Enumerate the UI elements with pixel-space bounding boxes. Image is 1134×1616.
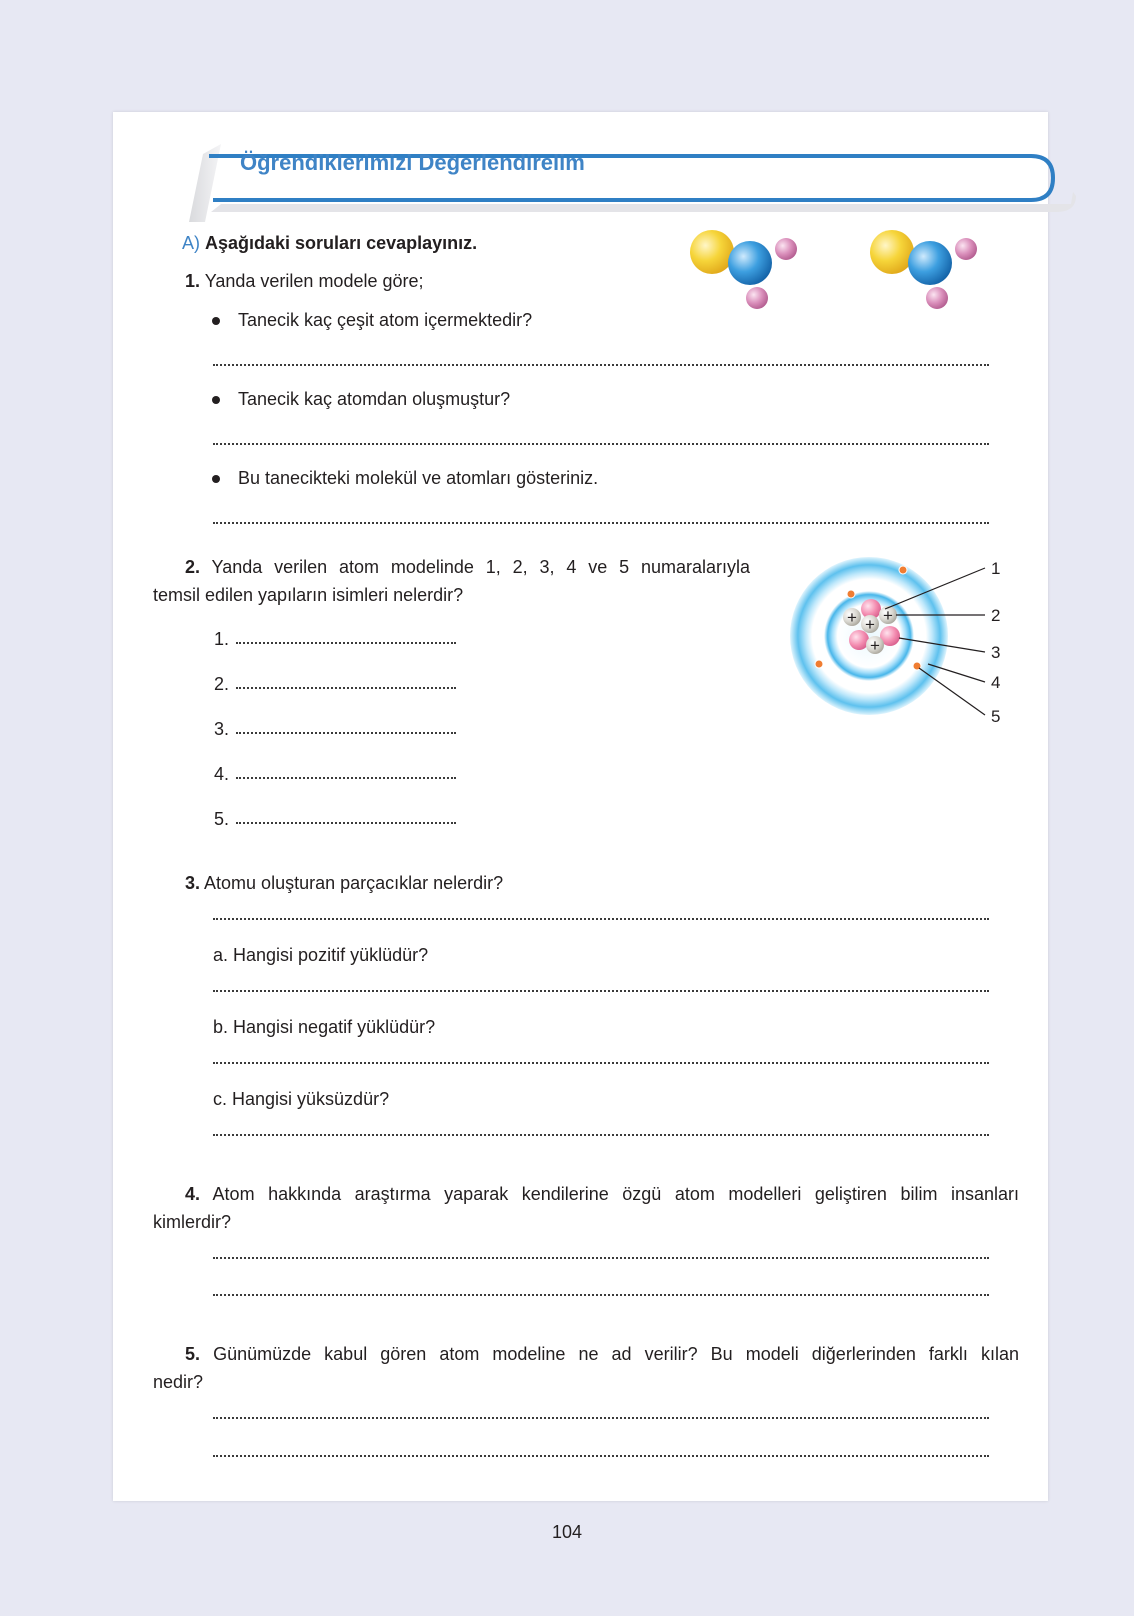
blue-atom bbox=[728, 241, 772, 285]
pink-atom bbox=[926, 287, 948, 309]
question-2-line-1 bbox=[153, 556, 750, 578]
section-instruction-text: Aşağıdaki soruları cevaplayınız. bbox=[205, 233, 478, 253]
q3-sub-a: a. Hangisi pozitif yüklüdür? bbox=[213, 945, 429, 965]
pink-atom bbox=[955, 238, 977, 260]
yellow-atom bbox=[870, 230, 914, 274]
answer-line[interactable] bbox=[236, 687, 456, 689]
answer-line[interactable] bbox=[213, 1062, 989, 1064]
question-number: 5. bbox=[185, 1344, 201, 1364]
question-number: 3. bbox=[185, 873, 201, 893]
blue-atom bbox=[908, 241, 952, 285]
worksheet-page bbox=[113, 112, 1048, 1501]
answer-line[interactable] bbox=[213, 1257, 989, 1259]
question-number: 1. bbox=[185, 271, 201, 291]
section-instruction bbox=[182, 232, 477, 254]
electron bbox=[899, 566, 907, 574]
answer-number: 5. bbox=[214, 809, 230, 829]
question-3 bbox=[185, 872, 503, 894]
q1-bullet-1: Tanecik kaç çeşit atom içermektedir? bbox=[238, 310, 533, 330]
diagram-label-4: 4 bbox=[991, 673, 1001, 692]
question-1 bbox=[185, 270, 424, 292]
answer-line[interactable] bbox=[236, 777, 456, 779]
page-number: 104 bbox=[551, 1522, 583, 1542]
page-title: Öğrendiklerimizi Değerlendirelim bbox=[240, 150, 585, 175]
answer-line[interactable] bbox=[213, 1294, 989, 1296]
diagram-label-3: 3 bbox=[991, 643, 1001, 662]
answer-number: 3. bbox=[214, 719, 230, 739]
answer-number: 4. bbox=[214, 764, 230, 784]
question-number: 4. bbox=[185, 1184, 201, 1204]
question-text: Yanda verilen atom modelinde 1, 2, 3, 4 ve 5 numaralarıyla bbox=[211, 557, 750, 577]
banner-frame bbox=[181, 134, 1076, 226]
pink-atom bbox=[746, 287, 768, 309]
answer-item-1[interactable] bbox=[214, 628, 474, 652]
answer-line[interactable] bbox=[213, 1417, 989, 1419]
answer-item-5[interactable] bbox=[214, 808, 474, 832]
proton-sign: + bbox=[847, 608, 857, 627]
answer-line[interactable] bbox=[213, 364, 989, 366]
diagram-label-2: 2 bbox=[991, 606, 1001, 625]
answer-line[interactable] bbox=[213, 1134, 989, 1136]
answer-line[interactable] bbox=[236, 732, 456, 734]
bullet-icon bbox=[212, 475, 220, 483]
question-text: Atom hakkında araştırma yaparak kendilerine özgü atom modelleri geliştiren bilim insanları bbox=[212, 1184, 1019, 1204]
molecule-models bbox=[688, 229, 948, 319]
answer-line[interactable] bbox=[213, 443, 989, 445]
proton-sign: + bbox=[865, 615, 875, 634]
atom-model-diagram bbox=[773, 552, 1013, 742]
question-4-line-1 bbox=[153, 1183, 1019, 1205]
q1-bullet-2: Tanecik kaç atomdan oluşmuştur? bbox=[238, 389, 511, 409]
answer-line[interactable] bbox=[213, 990, 989, 992]
question-5-line-2: nedir? bbox=[153, 1372, 204, 1392]
answer-item-2[interactable] bbox=[214, 673, 474, 697]
answer-number: 2. bbox=[214, 674, 230, 694]
molecule-model-1 bbox=[690, 230, 797, 309]
answer-line[interactable] bbox=[236, 822, 456, 824]
question-text: Günümüzde kabul gören atom modeline ne ad verilir? Bu modeli diğerlerinden farklı kılan bbox=[213, 1344, 1019, 1364]
answer-number: 1. bbox=[214, 629, 230, 649]
pink-atom bbox=[775, 238, 797, 260]
question-text: Yanda verilen modele göre; bbox=[204, 271, 424, 291]
question-text: Atomu oluşturan parçacıklar nelerdir? bbox=[204, 873, 504, 893]
answer-line[interactable] bbox=[213, 522, 989, 524]
q3-sub-c: c. Hangisi yüksüzdür? bbox=[213, 1089, 390, 1109]
electron bbox=[815, 660, 823, 668]
molecule-model-2 bbox=[870, 230, 977, 309]
diagram-label-5: 5 bbox=[991, 707, 1001, 726]
question-number: 2. bbox=[185, 557, 201, 577]
answer-line[interactable] bbox=[213, 1455, 989, 1457]
yellow-atom bbox=[690, 230, 734, 274]
answer-item-3[interactable] bbox=[214, 718, 474, 742]
diagram-label-1: 1 bbox=[991, 559, 1001, 578]
answer-line[interactable] bbox=[213, 918, 989, 920]
question-5-line-1 bbox=[153, 1343, 1019, 1365]
bullet-icon bbox=[212, 317, 220, 325]
title-banner bbox=[181, 134, 1076, 226]
answer-item-4[interactable] bbox=[214, 763, 474, 787]
question-4-line-2: kimlerdir? bbox=[153, 1212, 232, 1232]
proton-sign: + bbox=[870, 636, 880, 655]
section-letter: A) bbox=[182, 233, 200, 253]
question-2-line-2: temsil edilen yapıların isimleri nelerdir? bbox=[153, 585, 464, 605]
proton-sign: + bbox=[883, 606, 893, 625]
q1-bullet-3: Bu tanecikteki molekül ve atomları gösteriniz. bbox=[238, 468, 599, 488]
bullet-icon bbox=[212, 396, 220, 404]
answer-line[interactable] bbox=[236, 642, 456, 644]
q3-sub-b: b. Hangisi negatif yüklüdür? bbox=[213, 1017, 436, 1037]
electron bbox=[847, 590, 855, 598]
